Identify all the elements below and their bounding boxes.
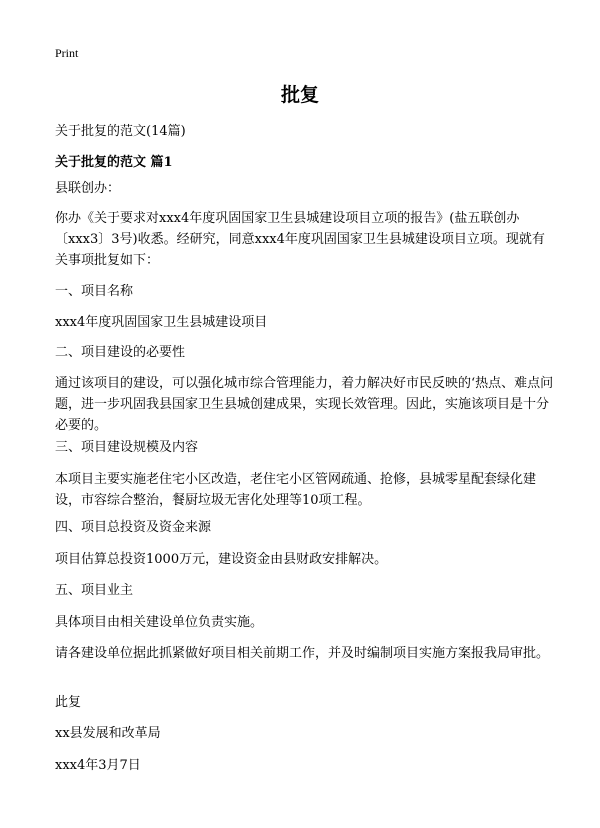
section-heading: 关于批复的范文 篇1 <box>55 155 173 170</box>
print-link[interactable]: Print <box>55 46 79 60</box>
page-title: 批复 <box>280 84 319 106</box>
closing-remark: 此复 <box>55 695 82 710</box>
item-heading-necessity: 二、项目建设的必要性 <box>55 345 186 360</box>
intro-paragraph: 你办《关于要求对xxx4年度巩固国家卫生县城建设项目立项的报告》(盐五联创办〔xxx3〕3号)收悉。经研究，同意xxx4年度巩固国家卫生县城建设项目立项。现就有关事项批复如下： <box>55 211 545 268</box>
item-body-scale: 本项目主要实施老住宅小区改造，老住宅小区管网疏通、抢修，县城零星配套绿化建设，市容综合整治，餐厨垃圾无害化处理等10项工程。 <box>55 472 537 508</box>
salutation: 县联创办： <box>55 181 121 196</box>
item-heading-name: 一、项目名称 <box>55 284 134 299</box>
item-body-name: xxx4年度巩固国家卫生县城建设项目 <box>55 315 268 330</box>
document-subtitle: 关于批复的范文(14篇) <box>55 124 186 139</box>
item-body-investment: 项目估算总投资1000万元，建设资金由县财政安排解决。 <box>55 552 388 567</box>
item-heading-scale: 三、项目建设规模及内容 <box>55 440 199 455</box>
document-date: xxx4年3月7日 <box>55 758 141 773</box>
item-body-owner: 具体项目由相关建设单位负责实施。 <box>55 615 264 630</box>
item-heading-investment: 四、项目总投资及资金来源 <box>55 520 212 535</box>
sender-name: xx县发展和改革局 <box>55 726 161 741</box>
item-heading-owner: 五、项目业主 <box>55 583 134 598</box>
request-paragraph: 请各建设单位据此抓紧做好项目相关前期工作，并及时编制项目实施方案报我局审批。 <box>55 646 550 661</box>
item-body-necessity: 通过该项目的建设，可以强化城市综合管理能力，着力解决好市民反映的‘热点、难点问题，进一步巩固我县国家卫生县城创建成果，实现长效管理。因此，实施该项目是十分必要的。 <box>55 376 554 433</box>
